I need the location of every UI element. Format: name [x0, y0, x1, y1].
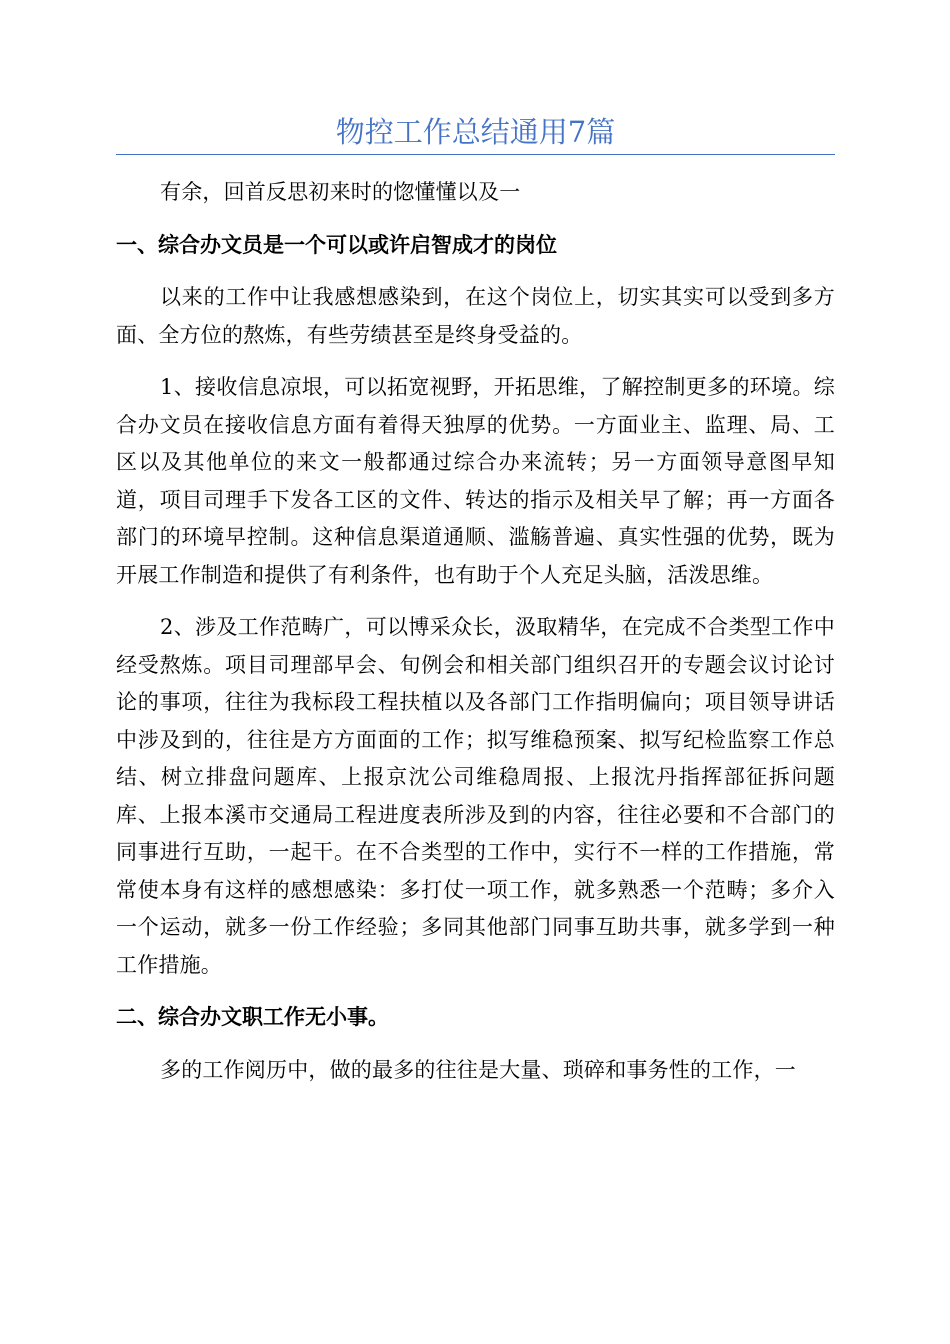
section-heading-1: 一、综合办文员是一个可以或许启智成才的岗位 [116, 232, 557, 257]
paragraph-intro: 有余，回首反思初来时的惚懂懂以及一 [160, 180, 521, 204]
section-heading-2: 二、综合办文职工作无小事。 [116, 1005, 389, 1029]
document-body [116, 174, 835, 1104]
document-title: 物控工作总结通用7篇 [335, 115, 616, 149]
paragraph-section2-intro: 多的工作阅历中，做的最多的往往是大量、琐碎和事务性的工作，一 [160, 1057, 796, 1082]
title-underline [116, 154, 835, 155]
paragraph-point-1: 1、接收信息凉垠，可以拓宽视野，开拓思维，了解控制更多的环境。综合办文员在接收信息方面有着得天独厚的优势。一方面业主、监理、局、工区以及其他单位的来文一般都通过综合办来流转；另一方面领导意图早知道，项目司理手下发各工区的文件、转达的指示及相关早了解；再一方面各部门的环境早控制。这种信息渠道通顺、滥觞普遍、真实性强的优势，既为开展工作制造和提供了有利条件，也有助于个人充足头脑，活泼思维。 [116, 375, 835, 587]
paragraph-section1-intro: 以来的工作中让我感想感染到，在这个岗位上，切实其实可以受到多方面、全方位的熬炼，有些劳绩甚至是终身受益的。 [116, 285, 835, 347]
paragraph-point-2: 2、涉及工作范畴广，可以博采众长，汲取精华，在完成不合类型工作中经受熬炼。项目司理部早会、旬例会和相关部门组织召开的专题会议讨论讨论的事项，往往为我标段工程扶植以及各部门工作指明偏向；项目领导讲话中涉及到的，往往是方方面面的工作；拟写维稳预案、拟写纪检监察工作总结、树立排盘问题库、上报京沈公司维稳周报、上报沈丹指挥部征拆问题库、上报本溪市交通局工程进度表所涉及到的内容，往往必要和不合部门的同事进行互助，一起干。在不合类型的工作中，实行不一样的工作措施，常常使本身有这样的感想感染：多打仗一项工作，就多熟悉一个范畴；多介入一个运动，就多一份工作经验；多同其他部门同事互助共事，就多学到一种工作措施。 [116, 615, 835, 977]
